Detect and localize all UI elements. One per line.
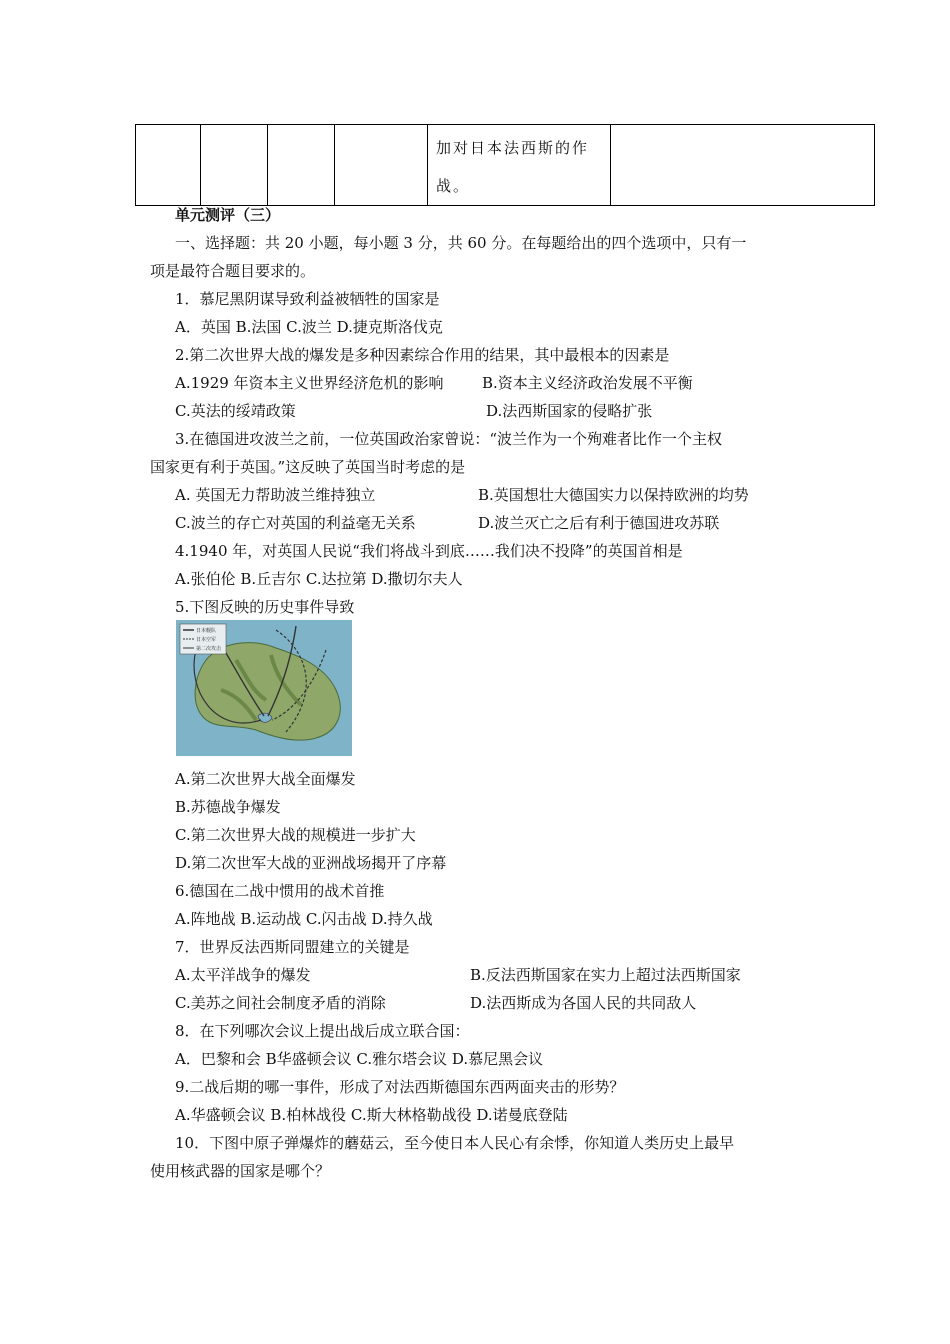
q2-option-a: A.1929 年资本主义世界经济危机的影响: [175, 374, 444, 392]
section-title: 单元测评（三）: [175, 206, 281, 224]
q8-options: A．巴黎和会 B华盛顿会议 C.雅尔塔会议 D.慕尼黑会议: [175, 1050, 544, 1068]
q6-stem: 6.德国在二战中惯用的战术首推: [175, 882, 385, 900]
q4-options: A.张伯伦 B.丘吉尔 C.达拉第 D.撒切尔夫人: [175, 570, 463, 588]
q4-stem: 4.1940 年，对英国人民说“我们将战斗到底……我们决不投降”的英国首相是: [175, 542, 683, 560]
q7-option-a: A.太平洋战争的爆发: [175, 966, 311, 984]
table-fragment: [135, 124, 875, 206]
q1-options: A．英国 B.法国 C.波兰 D.捷克斯洛伐克: [175, 318, 443, 336]
map-legend-label: 日本空军: [196, 637, 217, 643]
q7-option-c: C.美苏之间社会制度矛盾的消除: [175, 994, 386, 1012]
q5-option-a: A.第二次世界大战全面爆发: [175, 770, 356, 788]
q5-stem: 5.下图反映的历史事件导致: [175, 598, 355, 616]
q3-option-a: A. 英国无力帮助波兰维持独立: [175, 486, 376, 504]
q5-option-c: C.第二次世界大战的规模进一步扩大: [175, 826, 416, 844]
q7-stem: 7．世界反法西斯同盟建立的关键是: [175, 938, 410, 956]
q8-stem: 8．在下列哪次会议上提出战后成立联合国：: [175, 1022, 470, 1040]
q9-stem: 9.二战后期的哪一事件，形成了对法西斯德国东西两面夹击的形势？: [175, 1078, 625, 1096]
q5-option-d: D.第二次世军大战的亚洲战场揭开了序幕: [175, 854, 447, 872]
map-legend-label: 日本舰队: [196, 628, 217, 634]
q2-option-d: D.法西斯国家的侵略扩张: [486, 402, 653, 420]
table-cell-text: [428, 125, 611, 206]
table-text-line1: 加对日本法西斯的作: [436, 139, 590, 157]
q2-option-b: B.资本主义经济政治发展不平衡: [482, 374, 693, 392]
table-cell: [335, 125, 428, 206]
pearl-harbor-map: [176, 620, 352, 756]
q10-stem-line2: 使用核武器的国家是哪个？: [150, 1162, 331, 1180]
table-cell: [268, 125, 335, 206]
q3-option-d: D.波兰灭亡之后有利于德国进攻苏联: [478, 514, 720, 532]
q2-stem: 2.第二次世界大战的爆发是多种因素综合作用的结果，其中最根本的因素是: [175, 346, 670, 364]
table-cell: [136, 125, 201, 206]
q7-option-d: D.法西斯成为各国人民的共同敌人: [470, 994, 697, 1012]
q5-option-b: B.苏德战争爆发: [175, 798, 281, 816]
table-text-line2: 战。: [436, 177, 471, 195]
table-cell: [611, 125, 875, 206]
q7-option-b: B.反法西斯国家在实力上超过法西斯国家: [470, 966, 741, 984]
map-legend-label: 第二次攻击: [196, 646, 222, 652]
q3-stem-line1: 3.在德国进攻波兰之前，一位英国政治家曾说：“波兰作为一个殉难者比作一个主权: [175, 430, 722, 448]
q3-option-b: B.英国想壮大德国实力以保持欧洲的均势: [478, 486, 749, 504]
q6-options: A.阵地战 B.运动战 C.闪击战 D.持久战: [175, 910, 433, 928]
table-cell: [201, 125, 268, 206]
intro-line1: 一、选择题：共 20 小题，每小题 3 分，共 60 分。在每题给出的四个选项中，只有一: [175, 234, 747, 252]
intro-line2: 项是最符合题目要求的。: [150, 262, 316, 280]
q2-option-c: C.英法的绥靖政策: [175, 402, 296, 420]
q3-stem-line2: 国家更有利于英国。”这反映了英国当时考虑的是: [150, 458, 466, 476]
q3-option-c: C.波兰的存亡对英国的利益毫无关系: [175, 514, 416, 532]
q10-stem-line1: 10．下图中原子弹爆炸的蘑菇云，至今使日本人民心有余悸，你知道人类历史上最早: [175, 1134, 735, 1152]
q9-options: A.华盛顿会议 B.柏林战役 C.斯大林格勒战役 D.诺曼底登陆: [175, 1106, 568, 1124]
q1-stem: 1．慕尼黑阴谋导致利益被牺牲的国家是: [175, 290, 440, 308]
